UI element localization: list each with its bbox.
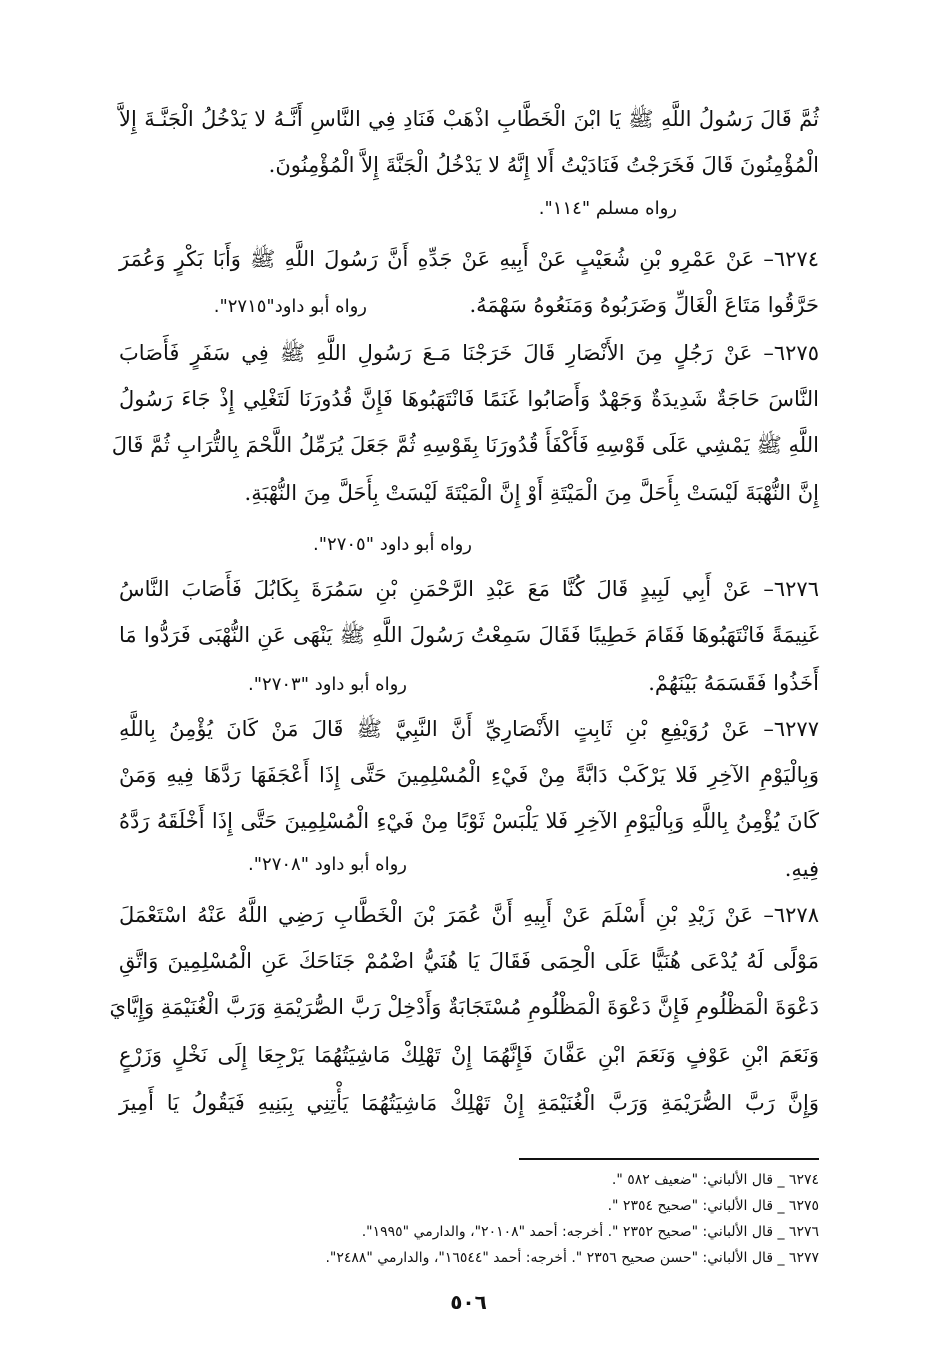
hadith-source: رواه أبو داود "٢٧٠٨".	[248, 854, 407, 875]
footnote: ٦٢٧٥ _ قال الألباني: "صحيح ٢٣٥٤ ".	[607, 1198, 819, 1214]
page-number: ٥٠٦	[450, 1290, 487, 1314]
text-line: اللَّهِ ﷺ يَمْشِي عَلَى قَوْسِهِ فَأَكْفَأَ قُدُورَنَا بِقَوْسِهِ ثُمَّ جَعَلَ يُرَمِّلُ اللَّحْمَ بِالتُّرَابِ ثُمَّ قَالَ	[111, 433, 819, 457]
hadith-6275-line: ٦٢٧٥– عَنْ رَجُلٍ مِنَ الأَنْصَارِ قَالَ خَرَجْنَا مَـعَ رَسُولِ اللَّهِ ﷺ فِي سَفَرٍ فَأَصَابَ	[119, 341, 819, 365]
text-line: وَنَعَمَ ابْنِ عَوْفٍ وَنَعَمَ ابْنِ عَفَّانَ فَإِنَّهُمَا إِنْ تَهْلِكْ مَاشِيَتُهُمَا يَرْجِعَا إِلَى نَخْلٍ وَزَرْعٍ	[119, 1043, 819, 1067]
text-line: دَعْوَةَ الْمَظْلُومِ فَإِنَّ دَعْوَةَ الْمَظْلُومِ مُسْتَجَابَةٌ وَأَدْخِلْ رَبَّ الصُّرَيْمَةِ وَرَبَّ الْغُنَيْمَةِ وَإِيَّايَ	[109, 995, 819, 1019]
hadith-6276-line: ٦٢٧٦– عَنْ أَبِي لَبِيدٍ قَالَ كُنَّا مَعَ عَبْدِ الرَّحْمَنِ بْنِ سَمُرَةَ بِكَابُلَ فَأَصَابَ النَّاسُ	[119, 577, 819, 601]
text-line: الْمُؤْمِنُونَ قَالَ فَخَرَجْتُ فَنَادَيْتُ أَلا إِنَّهُ لا يَدْخُلُ الْجَنَّةَ إِلاَّ الْمُؤْمِنُونَ.	[268, 153, 819, 177]
text-line: حَرَّقُوا مَتَاعَ الْغَالِّ وَضَرَبُوهُ وَمَنَعُوهُ سَهْمَهُ.	[469, 293, 819, 317]
text-line: وَبِالْيَوْمِ الآخِرِ فَلا يَرْكَبْ دَابَّةً مِنْ فَيْءِ الْمُسْلِمِينَ حَتَّى إِذَا أَعْجَفَهَا رَدَّهَا فِيهِ وَمَنْ	[119, 763, 819, 787]
text-line: إِنَّ النُّهْبَةَ لَيْسَتْ بِأَحَلَّ مِنَ الْمَيْتَةِ أَوْ إِنَّ الْمَيْتَةَ لَيْسَتْ بِأَحَلَّ مِنَ النُّهْبَةِ.	[244, 481, 819, 505]
text-line: غَنِيمَةً فَانْتَهَبُوهَا فَقَامَ خَطِيبًا فَقَالَ سَمِعْتُ رَسُولَ اللَّهِ ﷺ يَنْهَى عَنِ النُّهْبَى فَرَدُّوا مَا	[119, 623, 819, 647]
hadith-6274-line: ٦٢٧٤– عَنْ عَمْرِو بْنِ شُعَيْبٍ عَنْ أَبِيهِ عَنْ جَدِّهِ أَنَّ رَسُولَ اللَّهِ ﷺ وَأَبَا بَكْرٍ وَعُمَرَ	[119, 247, 819, 271]
footnote: ٦٢٧٤ _ قال الألباني: "ضعيف ٥٨٢ ".	[611, 1172, 819, 1188]
text-line: أَخَذُوا فَقَسَمَهُ بَيْنَهُمْ.	[648, 671, 819, 695]
text-line: وَإِنَّ رَبَّ الصُّرَيْمَةِ وَرَبَّ الْغُنَيْمَةِ إِنْ تَهْلِكْ مَاشِيَتُهُمَا يَأْتِنِي بِبَنِيهِ فَيَقُولُ يَا أَمِيرَ	[119, 1091, 819, 1115]
footnote: ٦٢٧٧ _ قال الألباني: "حسن صحيح ٢٣٥٦ ". أخرجه: أحمد "١٦٥٤٤"، والدارمي "٢٤٨٨".	[325, 1250, 819, 1266]
text-line: ثُمَّ قَالَ رَسُولُ اللَّهِ ﷺ يَا ابْنَ الْخَطَّابِ اذْهَبْ فَنَادِ فِي النَّاسِ أَنَّـهُ لا يَدْخُلُ الْجَنَّـةَ إِلاَّ	[119, 107, 819, 131]
hadith-source: رواه أبو داود"٢٧١٥".	[213, 296, 367, 317]
text-line: فِيهِ.	[784, 857, 819, 881]
hadith-source: رواه مسلم "١١٤".	[538, 198, 677, 219]
hadith-source: رواه أبو داود "٢٧٠٣".	[248, 674, 407, 695]
hadith-6278-line: ٦٢٧٨– عَنْ زَيْدِ بْنِ أَسْلَمَ عَنْ أَبِيهِ أَنَّ عُمَرَ بْنَ الْخَطَّابِ رَضِي اللَّهُ عَنْهُ اسْتَعْمَلَ	[119, 903, 819, 927]
hadith-6277-line: ٦٢٧٧– عَنْ رُوَيْفِعِ بْنِ ثَابِتٍ الأَنْصَارِيِّ أَنَّ النَّبِيَّ ﷺ قَالَ مَنْ كَانَ يُؤْمِنُ بِاللَّهِ	[119, 717, 819, 741]
text-line: كَانَ يُؤْمِنُ بِاللَّهِ وَبِالْيَوْمِ الآخِرِ فَلا يَلْبَسْ ثَوْبًا مِنْ فَيْءِ الْمُسْلِمِينَ حَتَّى إِذَا أَخْلَقَهُ رَدَّهُ	[119, 809, 819, 833]
text-line: النَّاسَ حَاجَةٌ شَدِيدَةٌ وَجَهْدٌ وَأَصَابُوا غَنَمًا فَانْتَهَبُوهَا فَإِنَّ قُدُورَنَا لَتَغْلِي إِذْ جَاءَ رَسُولُ	[119, 387, 819, 411]
footnote-separator	[519, 1158, 819, 1160]
footnote: ٦٢٧٦ _ قال الألباني: "صحيح ٢٣٥٢ ". أخرجه: أحمد "٢٠١٠٨"، والدارمي "١٩٩٥".	[361, 1224, 819, 1240]
text-line: مَوْلًى لَهُ يُدْعَى هُنَيًّا عَلَى الْحِمَى فَقَالَ يَا هُنَيُّ اضْمُمْ جَنَاحَكَ عَنِ الْمُسْلِمِينَ وَاتَّقِ	[119, 949, 819, 973]
hadith-source: رواه أبو داود "٢٧٠٥".	[313, 534, 472, 555]
